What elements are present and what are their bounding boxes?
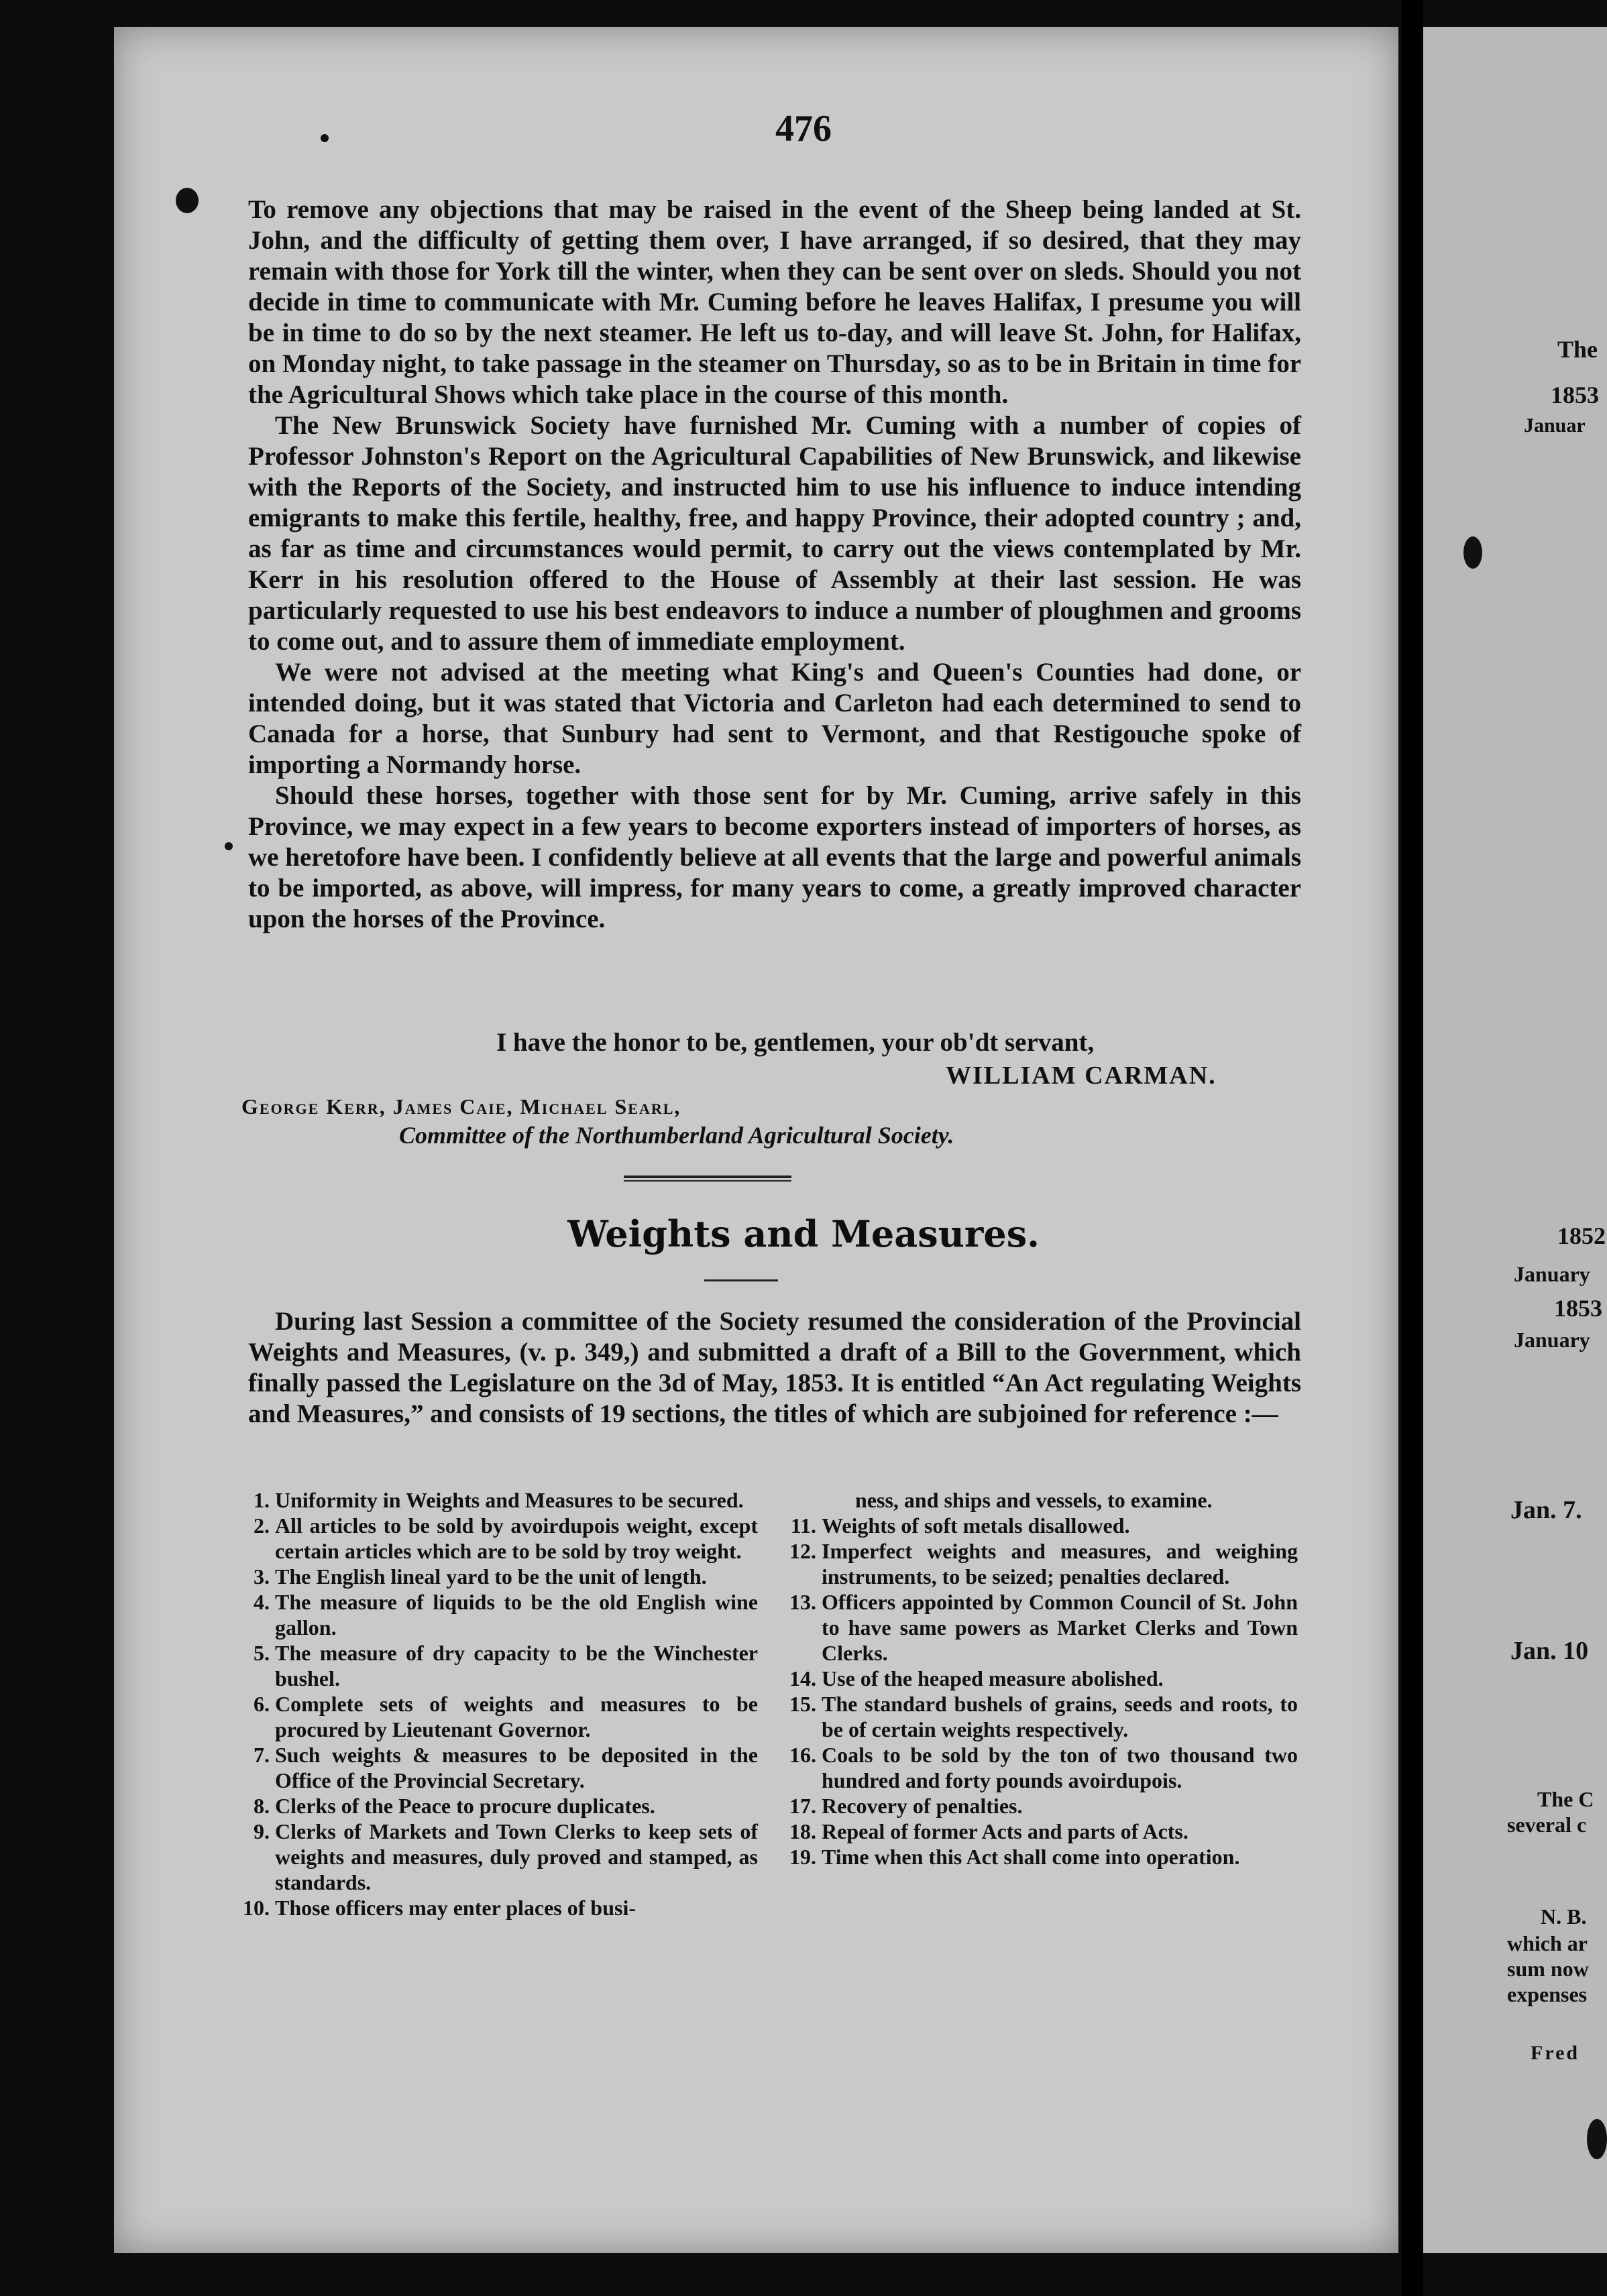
- list-item-text: The English lineal yard to be the unit of length.: [275, 1564, 707, 1589]
- list-item: [781, 1513, 1298, 1538]
- right-fragment: The C: [1537, 1787, 1594, 1811]
- list-item: [235, 1691, 758, 1742]
- list-item: [235, 1589, 758, 1640]
- ink-blot: [176, 188, 199, 213]
- right-fragment: Jan. 10: [1510, 1637, 1589, 1665]
- list-continuation: ness, and ships and vessels, to examine.: [855, 1488, 1213, 1512]
- list-item-number: 17.: [789, 1794, 816, 1818]
- list-item: [235, 1742, 758, 1793]
- list-item-number: 19.: [789, 1845, 816, 1869]
- list-item: [781, 1742, 1298, 1793]
- list-item-number: 2.: [254, 1513, 270, 1538]
- list-item-text: The measure of liquids to be the old English wine gallon.: [275, 1590, 758, 1640]
- ink-speck: [225, 842, 233, 850]
- list-item: [235, 1819, 758, 1895]
- list-item: [235, 1564, 758, 1589]
- sections-list-left: [235, 1487, 758, 1920]
- list-item-number: 14.: [789, 1666, 816, 1690]
- list-item-text: Those officers may enter places of busi-: [275, 1896, 636, 1920]
- list-item-number: 12.: [789, 1539, 816, 1563]
- committee-names: George Kerr, James Caie, Michael Searl,: [241, 1094, 681, 1118]
- list-item-text: Repeal of former Acts and parts of Acts.: [822, 1819, 1188, 1843]
- right-fragment: The: [1557, 336, 1598, 363]
- list-item: [781, 1844, 1298, 1870]
- divider-rule: [704, 1279, 778, 1281]
- list-item-number: 10.: [243, 1896, 270, 1920]
- right-fragment: 1852: [1557, 1222, 1606, 1249]
- list-item-text: Clerks of the Peace to procure duplicates.: [275, 1794, 655, 1818]
- list-item: [235, 1487, 758, 1513]
- list-item: [781, 1691, 1298, 1742]
- list-item-text: Use of the heaped measure abolished.: [822, 1666, 1164, 1690]
- ink-blot: [1463, 536, 1482, 569]
- list-item-number: 1.: [254, 1488, 270, 1512]
- right-fragment: expenses: [1507, 1982, 1588, 2006]
- paragraph: Should these horses, together with those sent for by Mr. Cuming, arrive safely in this Province, we may expect in a few years to become exporters instead of importers of horses, as we heretofore have been. I confidently believe at all events that the large and powerful animals to be imported, as above, will impress, for many years to come, a greatly improved character upon the horses of the Province.: [248, 781, 1301, 933]
- list-item-number: 6.: [254, 1692, 270, 1716]
- paragraph: To remove any objections that may be raised in the event of the Sheep being landed at St. John, and the difficulty of getting them over, I have arranged, if so desired, that they may remain with those for York till the winter, when they can be sent over on sleds. Should you not decide in time to communicate with Mr. Cuming before he leaves Halifax, I presume you will be in time to do so by the next steamer. He left us to-day, and will leave St. John, for Halifax, on Monday night, to take passage in the steamer on Thursday, so as to be in Britain in time for the Agricultural Shows which take place in the course of this month.: [248, 195, 1301, 409]
- signature: WILLIAM CARMAN.: [946, 1061, 1217, 1090]
- list-item-number: 18.: [789, 1819, 816, 1843]
- letter-body: [248, 194, 1301, 935]
- list-item-text: Coals to be sold by the ton of two thousand two hundred and forty pounds avoirdupois.: [822, 1743, 1298, 1792]
- paragraph: During last Session a committee of the Society resumed the consideration of the Provincial Weights and Measures, (v. p. 349,) and submitted a draft of a Bill to the Government, which finally passed the Legislature on the 3d of May, 1853. It is entitled “An Act regulating Weights and Measures,” and consists of 19 sections, the titles of which are subjoined for reference :—: [248, 1307, 1301, 1428]
- list-item-text: Recovery of penalties.: [822, 1794, 1023, 1818]
- page-number: 476: [775, 108, 832, 150]
- right-fragment: 1853: [1554, 1295, 1602, 1322]
- closing-line: I have the honor to be, gentlemen, your ob'dt servant,: [496, 1028, 1095, 1057]
- right-fragment: which ar: [1507, 1931, 1588, 1955]
- list-item: [781, 1589, 1298, 1666]
- list-item-number: 9.: [254, 1819, 270, 1843]
- list-item-number: 3.: [254, 1564, 270, 1589]
- list-item-number: 13.: [789, 1590, 816, 1614]
- list-item-number: 15.: [789, 1692, 816, 1716]
- list-item: [235, 1640, 758, 1691]
- ink-blot: [1587, 2119, 1607, 2159]
- list-item-number: 8.: [254, 1794, 270, 1818]
- list-item: [781, 1793, 1298, 1819]
- right-fragment: Januar: [1524, 414, 1586, 437]
- list-item-text: Weights of soft metals disallowed.: [822, 1513, 1130, 1538]
- sections-list-right: [781, 1487, 1298, 1870]
- list-item-text: The standard bushels of grains, seeds and roots, to be of certain weights respectively.: [822, 1692, 1298, 1741]
- right-fragment: January: [1514, 1262, 1590, 1286]
- list-item-text: Such weights & measures to be deposited in the Office of the Provincial Secretary.: [275, 1743, 758, 1792]
- page-gutter: [1402, 0, 1423, 2296]
- list-item-number: 5.: [254, 1641, 270, 1665]
- list-item-text: Clerks of Markets and Town Clerks to keep sets of weights and measures, duly proved and stamped, as standards.: [275, 1819, 758, 1894]
- list-item: [781, 1538, 1298, 1589]
- committee-title: Committee of the Northumberland Agricultural Society.: [399, 1122, 954, 1149]
- list-item-number: 11.: [790, 1513, 816, 1538]
- divider-rule: [624, 1180, 791, 1182]
- list-item-number: 4.: [254, 1590, 270, 1614]
- right-fragment: Jan. 7.: [1510, 1496, 1582, 1524]
- list-item-text: Imperfect weights and measures, and weighing instruments, to be seized; penalties declared.: [822, 1539, 1298, 1589]
- list-item: [781, 1666, 1298, 1691]
- list-item-text: Officers appointed by Common Council of St. John to have same powers as Market Clerks and Town Clerks.: [822, 1590, 1298, 1665]
- list-item-text: Uniformity in Weights and Measures to be secured.: [275, 1488, 744, 1512]
- section-title: Weights and Measures.: [567, 1212, 1040, 1255]
- list-item: [235, 1895, 758, 1920]
- list-item-text: Time when this Act shall come into operation.: [822, 1845, 1240, 1869]
- list-item-number: 16.: [789, 1743, 816, 1767]
- list-item: [235, 1793, 758, 1819]
- list-item-number: 7.: [254, 1743, 270, 1767]
- divider-rule: [624, 1175, 791, 1178]
- list-item-text: All articles to be sold by avoirdupois weight, except certain articles which are to be sold by troy weight.: [275, 1513, 758, 1563]
- list-item-text: Complete sets of weights and measures to be procured by Lieutenant Governor.: [275, 1692, 758, 1741]
- paragraph: The New Brunswick Society have furnished Mr. Cuming with a number of copies of Professor Johnston's Report on the Agricultural Capabilities of New Brunswick, and likewise with the Reports of the Society, and instructed him to use his influence to induce intending emigrants to make this fertile, healthy, free, and happy Province, their adopted country ; and, as far as time and circumstances would permit, to carry out the views contemplated by Mr. Kerr in his resolution offered to the House of Assembly at their last session. He was particularly requested to use his best endeavors to induce a number of ploughmen and grooms to come out, and to assure them of immediate employment.: [248, 411, 1301, 656]
- right-fragment: sum now: [1507, 1957, 1589, 1981]
- list-item: [235, 1513, 758, 1564]
- list-item: [781, 1819, 1298, 1844]
- right-fragment: Fred: [1531, 2042, 1580, 2064]
- right-fragment: several c: [1507, 1813, 1587, 1837]
- list-item-text: The measure of dry capacity to be the Winchester bushel.: [275, 1641, 758, 1690]
- right-fragment: 1853: [1551, 382, 1599, 408]
- paragraph: We were not advised at the meeting what King's and Queen's Counties had done, or intended doing, but it was stated that Victoria and Carleton had each determined to send to Canada for a horse, that Sunbury had sent to Vermont, and that Restigouche spoke of importing a Normandy horse.: [248, 658, 1301, 779]
- right-fragment: N. B.: [1541, 1904, 1587, 1929]
- right-fragment: January: [1514, 1328, 1590, 1352]
- right-page-edge: [1423, 27, 1607, 2253]
- intro-paragraph: [248, 1306, 1301, 1430]
